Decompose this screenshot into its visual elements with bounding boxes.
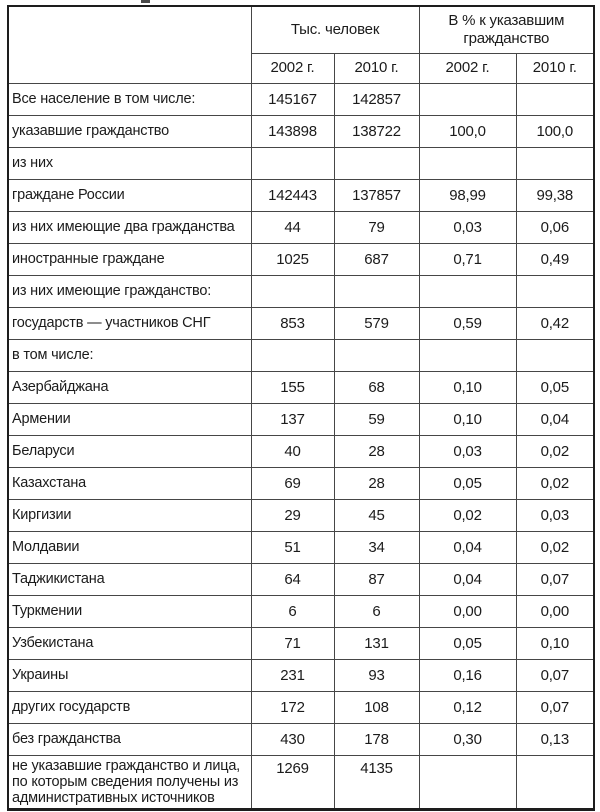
table-row bbox=[8, 435, 594, 467]
cell-value: 0,30 bbox=[419, 723, 516, 755]
row-label: из них имеющие гражданство: bbox=[8, 275, 251, 307]
table-row bbox=[8, 179, 594, 211]
table-row bbox=[8, 371, 594, 403]
cell-value bbox=[516, 339, 594, 371]
cell-value bbox=[419, 755, 516, 810]
row-label: в том числе: bbox=[8, 339, 251, 371]
cell-value bbox=[419, 83, 516, 115]
table-row bbox=[8, 627, 594, 659]
cell-value: 0,02 bbox=[516, 435, 594, 467]
cell-value: 143898 bbox=[251, 115, 334, 147]
cell-value bbox=[419, 147, 516, 179]
cell-value: 0,02 bbox=[419, 499, 516, 531]
cell-value: 28 bbox=[334, 435, 419, 467]
cell-value: 145167 bbox=[251, 83, 334, 115]
cell-value: 6 bbox=[251, 595, 334, 627]
cell-value: 0,03 bbox=[419, 211, 516, 243]
cell-value: 0,07 bbox=[516, 563, 594, 595]
cell-value bbox=[419, 339, 516, 371]
table-row bbox=[8, 467, 594, 499]
cell-value: 0,49 bbox=[516, 243, 594, 275]
cell-value: 98,99 bbox=[419, 179, 516, 211]
table-row bbox=[8, 691, 594, 723]
cell-value: 579 bbox=[334, 307, 419, 339]
table-row bbox=[8, 499, 594, 531]
cell-value: 0,04 bbox=[419, 563, 516, 595]
row-label: из них bbox=[8, 147, 251, 179]
cell-value bbox=[516, 83, 594, 115]
cell-value: 142443 bbox=[251, 179, 334, 211]
cell-value bbox=[516, 147, 594, 179]
cell-value: 69 bbox=[251, 467, 334, 499]
cell-value: 4135 bbox=[334, 755, 419, 810]
row-label: из них имеющие два гражданства bbox=[8, 211, 251, 243]
cell-value: 44 bbox=[251, 211, 334, 243]
cell-value: 45 bbox=[334, 499, 419, 531]
cell-value: 1025 bbox=[251, 243, 334, 275]
cell-value bbox=[516, 755, 594, 810]
row-label: Беларуси bbox=[8, 435, 251, 467]
row-label: граждане России bbox=[8, 179, 251, 211]
cell-value bbox=[419, 275, 516, 307]
row-label: Все население в том числе: bbox=[8, 83, 251, 115]
cell-value: 100,0 bbox=[419, 115, 516, 147]
cell-value: 93 bbox=[334, 659, 419, 691]
row-label: Азербайджана bbox=[8, 371, 251, 403]
row-label: Туркмении bbox=[8, 595, 251, 627]
year-header-thousands-2002: 2002 г. bbox=[251, 53, 334, 83]
row-label: иностранные граждане bbox=[8, 243, 251, 275]
cell-value: 0,10 bbox=[516, 627, 594, 659]
cell-value bbox=[251, 339, 334, 371]
cell-value bbox=[334, 339, 419, 371]
cell-value: 0,00 bbox=[516, 595, 594, 627]
cell-value: 29 bbox=[251, 499, 334, 531]
cell-value: 687 bbox=[334, 243, 419, 275]
cell-value: 131 bbox=[334, 627, 419, 659]
cell-value: 137857 bbox=[334, 179, 419, 211]
cell-value: 99,38 bbox=[516, 179, 594, 211]
cell-value: 0,59 bbox=[419, 307, 516, 339]
cell-value bbox=[251, 275, 334, 307]
table-row bbox=[8, 723, 594, 755]
table-row bbox=[8, 659, 594, 691]
cell-value: 0,12 bbox=[419, 691, 516, 723]
cell-value: 71 bbox=[251, 627, 334, 659]
row-label: других государств bbox=[8, 691, 251, 723]
cell-value: 0,05 bbox=[516, 371, 594, 403]
cell-value: 0,02 bbox=[516, 531, 594, 563]
table-row bbox=[8, 595, 594, 627]
row-label: без гражданства bbox=[8, 723, 251, 755]
cell-value: 178 bbox=[334, 723, 419, 755]
cell-value: 6 bbox=[334, 595, 419, 627]
year-header-percent-2002: 2002 г. bbox=[419, 53, 516, 83]
table-row bbox=[8, 83, 594, 115]
cell-value: 64 bbox=[251, 563, 334, 595]
table-row bbox=[8, 211, 594, 243]
cell-value: 28 bbox=[334, 467, 419, 499]
row-label: Армении bbox=[8, 403, 251, 435]
table-row bbox=[8, 531, 594, 563]
cell-value: 0,16 bbox=[419, 659, 516, 691]
cell-value: 0,06 bbox=[516, 211, 594, 243]
table-row bbox=[8, 755, 594, 810]
table-row bbox=[8, 339, 594, 371]
cell-value: 0,05 bbox=[419, 467, 516, 499]
col-header-percent: В % к указавшим гражданство bbox=[419, 6, 594, 53]
col-header-thousands: Тыс. человек bbox=[251, 6, 419, 53]
year-header-percent-2010: 2010 г. bbox=[516, 53, 594, 83]
cell-value: 155 bbox=[251, 371, 334, 403]
cell-value: 853 bbox=[251, 307, 334, 339]
cell-value: 430 bbox=[251, 723, 334, 755]
table-row bbox=[8, 563, 594, 595]
table-row bbox=[8, 275, 594, 307]
cell-value: 0,71 bbox=[419, 243, 516, 275]
cell-value: 0,13 bbox=[516, 723, 594, 755]
table-row bbox=[8, 307, 594, 339]
cell-value: 172 bbox=[251, 691, 334, 723]
cell-value: 0,02 bbox=[516, 467, 594, 499]
row-label: Украины bbox=[8, 659, 251, 691]
group-header-row bbox=[8, 6, 594, 53]
cell-value: 79 bbox=[334, 211, 419, 243]
cell-value: 137 bbox=[251, 403, 334, 435]
cell-value: 34 bbox=[334, 531, 419, 563]
year-header-thousands-2010: 2010 г. bbox=[334, 53, 419, 83]
cell-value: 1269 bbox=[251, 755, 334, 810]
row-label: Казахстана bbox=[8, 467, 251, 499]
scan-artifact bbox=[141, 0, 150, 3]
cell-value: 59 bbox=[334, 403, 419, 435]
cell-value: 0,03 bbox=[419, 435, 516, 467]
row-label: не указавшие гражданство и лица, по которым сведения получены из административных источников bbox=[8, 755, 251, 810]
table-row bbox=[8, 243, 594, 275]
row-label: Киргизии bbox=[8, 499, 251, 531]
cell-value bbox=[334, 147, 419, 179]
row-label: Молдавии bbox=[8, 531, 251, 563]
cell-value: 0,07 bbox=[516, 691, 594, 723]
citizenship-table bbox=[7, 5, 595, 811]
row-label: Узбекистана bbox=[8, 627, 251, 659]
cell-value: 100,0 bbox=[516, 115, 594, 147]
table-row bbox=[8, 115, 594, 147]
table-row bbox=[8, 403, 594, 435]
cell-value: 51 bbox=[251, 531, 334, 563]
cell-value: 0,03 bbox=[516, 499, 594, 531]
cell-value: 108 bbox=[334, 691, 419, 723]
cell-value: 142857 bbox=[334, 83, 419, 115]
cell-value: 0,07 bbox=[516, 659, 594, 691]
cell-value: 68 bbox=[334, 371, 419, 403]
cell-value: 0,00 bbox=[419, 595, 516, 627]
row-label: государств — участников СНГ bbox=[8, 307, 251, 339]
cell-value: 0,04 bbox=[516, 403, 594, 435]
corner-cell bbox=[8, 6, 251, 83]
cell-value bbox=[516, 275, 594, 307]
row-label: указавшие гражданство bbox=[8, 115, 251, 147]
cell-value: 231 bbox=[251, 659, 334, 691]
cell-value: 40 bbox=[251, 435, 334, 467]
cell-value bbox=[251, 147, 334, 179]
table-body bbox=[8, 83, 594, 810]
cell-value: 138722 bbox=[334, 115, 419, 147]
row-label: Таджикистана bbox=[8, 563, 251, 595]
cell-value: 0,10 bbox=[419, 403, 516, 435]
cell-value: 0,10 bbox=[419, 371, 516, 403]
cell-value bbox=[334, 275, 419, 307]
table-header bbox=[8, 6, 594, 83]
cell-value: 87 bbox=[334, 563, 419, 595]
cell-value: 0,05 bbox=[419, 627, 516, 659]
cell-value: 0,42 bbox=[516, 307, 594, 339]
cell-value: 0,04 bbox=[419, 531, 516, 563]
table-row bbox=[8, 147, 594, 179]
